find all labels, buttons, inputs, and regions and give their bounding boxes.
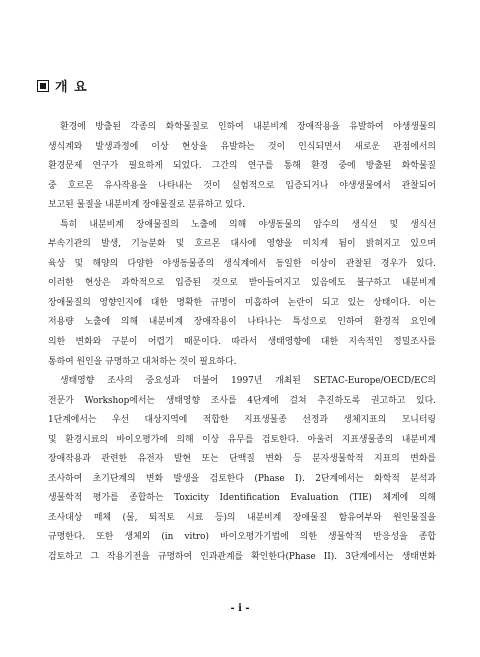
paragraph-3-line: 및 환경시료의 바이오평가에 의해 이상 유무를 검토한다. 아울러 지표생물종의 내분비계 (48, 434, 436, 445)
section-heading (37, 76, 88, 95)
paragraph-3-line: 규명한다. 또한 생체외 (in vitro) 바이오평가기법에 의한 생물학적 반응성을 종합 (48, 532, 436, 543)
section-title: 개 요 (55, 80, 88, 95)
paragraph-2-line: 부속기관의 발생, 기능분화 및 호르몬 대사에 영향을 미치게 됨이 밝혀지고 있으며 (48, 239, 436, 250)
page-number: - i - (230, 603, 250, 614)
paragraph-3-line: 장애작용과 관련한 유전자 발현 또는 단백질 변화 등 분자생물학적 지표의 변화를 (48, 454, 436, 465)
paragraph-2-line: 육상 및 해양의 다양한 야생동물종의 생식계에서 동일한 이상이 관찰된 경우가 있다. (48, 258, 436, 269)
paragraph-3-line: 조사하여 초기단계의 변화 발생을 검토한다 (Phase I). 2단계에서는 화학적 분석과 (48, 473, 436, 484)
paragraph-3-line: 전문가 Workshop에서는 생태영향 조사를 4단계에 걸쳐 추진하도록 권고하고 있다. (48, 395, 436, 406)
paragraph-3-line: 조사대상 매체 (물, 퇴적토 시료 등)의 내분비계 장애물질 함유여부와 원인물질을 (48, 512, 436, 523)
paragraph-2-line: 저용량 노출에 의해 내분비계 장애작용이 나타나는 특성으로 인하여 환경적 요인에 (48, 317, 436, 328)
paragraph-3-line: 1단계에서는 우선 대상지역에 적합한 지표생물종 선정과 생체지표의 모니터링 (48, 415, 436, 426)
paragraph-2-line: 특히 내분비계 장애물질의 노출에 의해 야생동물의 암수의 생식선 및 생식선 (60, 219, 436, 230)
paragraph-3-line: 생태영향 조사의 중요성과 더불어 1997년 개최된 SETAC-Europe/OECD/EC의 (60, 376, 436, 387)
paragraph-3-line: 검토하고 그 작용기전을 규명하여 인과관계를 확인한다(Phase II). 3단계에서는 생태변화 (48, 552, 436, 563)
paragraph-1-line: 보고된 물질을 내분비계 장애물질로 분류하고 있다. (48, 200, 245, 211)
body-text (48, 118, 436, 568)
paragraph-1-line: 중 호르몬 유사작용을 나타내는 것이 실험적으로 입증되거나 야생생물에서 관찰되어 (48, 180, 436, 191)
paragraph-3-line: 생물학적 평가를 종합하는 Toxicity Identification Evaluation (TIE) 체계에 의해 (48, 493, 436, 504)
paragraph-2-line: 장애물질의 영향인지에 대한 명확한 규명이 미흡하여 논란이 되고 있는 상태이다. 이는 (48, 297, 436, 308)
paragraph-2-line: 의한 변화와 구분이 어렵기 때문이다. 따라서 생태영향에 대한 지속적인 정밀조사를 (48, 337, 436, 348)
paragraph-1-line: 환경문제 연구가 필요하게 되었다. 그간의 연구를 통해 환경 중에 방출된 화학물질 (48, 161, 436, 172)
paragraph-2-line: 통하여 원인을 규명하고 대처하는 것이 필요하다. (48, 356, 237, 367)
paragraph-1-line: 환경에 방출된 각종의 화학물질로 인하여 내분비계 장애작용을 유발하여 야생생물의 (60, 122, 436, 132)
paragraph-1-line: 생식계와 발생과정에 이상 현상을 유발하는 것이 인식되면서 새로운 관점에서의 (48, 141, 436, 152)
paragraph-2-line: 이러한 현상은 과학적으로 입증된 것으로 받아들여지고 있음에도 불구하고 내분비계 (48, 278, 436, 289)
square-bullet-icon (37, 80, 49, 92)
